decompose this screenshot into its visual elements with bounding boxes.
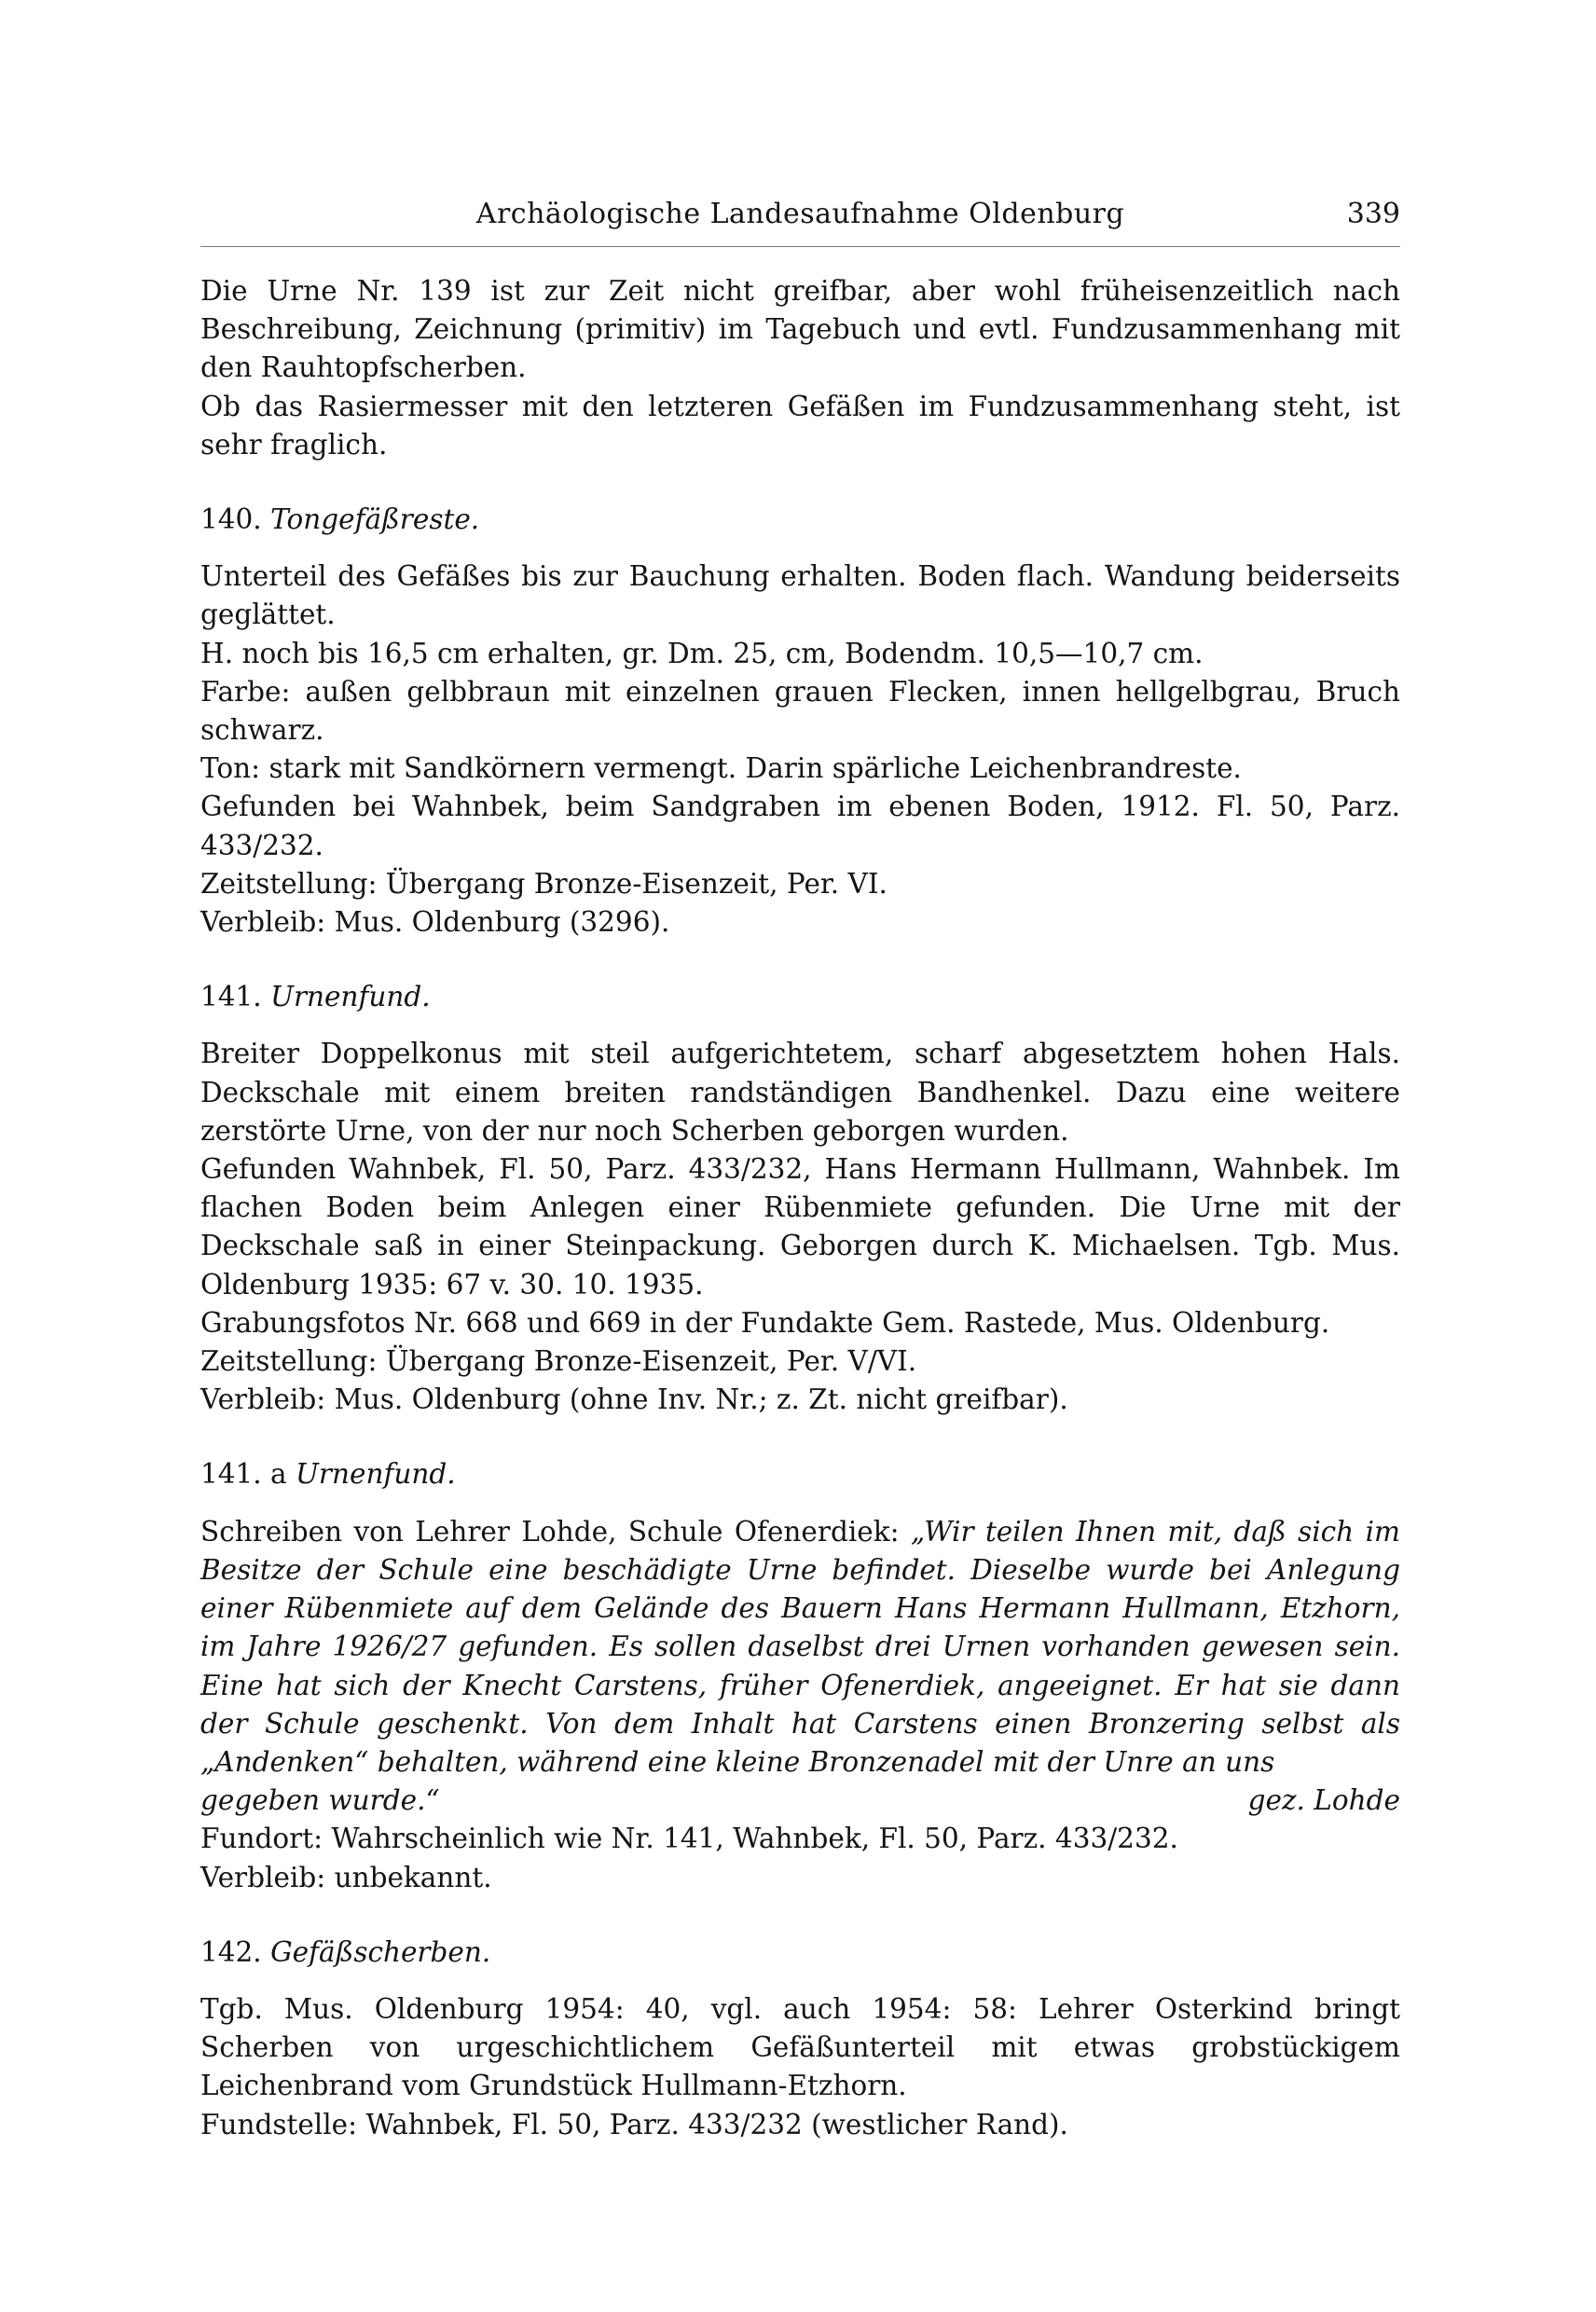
entry-number: 142. — [200, 1935, 262, 1968]
running-title: Archäologische Landesaufnahme Oldenburg — [475, 198, 1125, 230]
entry-line: Grabungsfotos Nr. 668 und 669 in der Fundakte Gem. Rastede, Mus. Oldenburg. — [200, 1306, 1330, 1339]
entry-line: H. noch bis 16,5 cm erhalten, gr. Dm. 25, cm, Bodendm. 10,5—10,7 cm. — [200, 637, 1204, 669]
entry-line: Verbleib: Mus. Oldenburg (3296). — [200, 906, 670, 939]
entry-heading-142 — [200, 1934, 1400, 1972]
entry-number: 141. a — [200, 1458, 287, 1491]
entry-title: Gefäßscherben. — [270, 1935, 491, 1968]
entry-line: Verbleib: unbekannt. — [200, 1861, 492, 1893]
entry-number: 141. — [200, 981, 262, 1013]
page-number: 339 — [1346, 198, 1400, 230]
letter-signature: gez. Lohde — [1247, 1784, 1400, 1817]
entry-line: Gefunden Wahnbek, Fl. 50, Parz. 433/232, Hans Hermann Hullmann, Wahnbek. Im flachen Boden beim Anlegen einer Rübenmiete gefunden. Die Urne mit der Deckschale saß in einer Steinpackung. Geborgen durch K. Michaelsen. Tgb. Mus. Oldenburg 1935: 67 v. 30. 10. 1935. — [200, 1153, 1400, 1300]
entry-title: Tongefäßreste. — [270, 503, 480, 536]
entry-line: Verbleib: Mus. Oldenburg (ohne Inv. Nr.; z. Zt. nicht greifbar). — [200, 1383, 1068, 1416]
entry-line: Ton: stark mit Sandkörnern vermengt. Darin spärliche Leichenbrandreste. — [200, 752, 1242, 785]
entry-line: Fundort: Wahrscheinlich wie Nr. 141, Wahnbek, Fl. 50, Parz. 433/232. — [200, 1823, 1178, 1855]
letter-quote: „Wir teilen Ihnen mit, daß sich im Besitze der Schule eine beschädigte Urne befindet. Dieselbe wurde bei Anlegung einer Rübenmiete auf dem Gelände des Bauern Hans Hermann Hullmann, Etzhorn, im Jahre 1926/27 gefunden. Es sollen daselbst drei Urnen vorhanden gewesen sein. Eine hat sich der Knecht Carstens, früher Ofenerdiek, angeeignet. Er hat sie dann der Schule geschenkt. Von dem Inhalt hat Carstens einen Bronzering selbst als „Andenken“ behalten, während eine kleine Bronzenadel mit der Unre an uns — [200, 1515, 1400, 1778]
entry-line: Fundstelle: Wahnbek, Fl. 50, Parz. 433/232 (westlicher Rand). — [200, 2108, 1068, 2140]
letter-quote-end: gegeben wurde.“ — [200, 1784, 440, 1817]
entry-line: Tgb. Mus. Oldenburg 1954: 40, vgl. auch 1954: 58: Lehrer Osterkind bringt Scherben von urgeschichtlichem Gefäßunterteil mit etwas grobstückigem Leichenbrand vom Grundstück Hullmann-Etzhorn. — [200, 1992, 1400, 2102]
entry-title: Urnenfund. — [296, 1458, 456, 1491]
letter-signature-line — [200, 1782, 1400, 1820]
entry-heading-141 — [200, 978, 1400, 1016]
letter-intro: Schreiben von Lehrer Lohde, Schule Ofenerdiek: — [200, 1515, 900, 1548]
entry-line: Unterteil des Gefäßes bis zur Bauchung erhalten. Boden flach. Wandung beiderseits geglättet. — [200, 560, 1400, 631]
entry-heading-140 — [200, 501, 1400, 539]
entry-title: Urnenfund. — [270, 981, 431, 1013]
entry-line: Farbe: außen gelbbraun mit einzelnen grauen Flecken, innen hellgelbgrau, Bruch schwarz. — [200, 675, 1400, 747]
page-body — [200, 272, 1400, 2144]
entry-line: Gefunden bei Wahnbek, beim Sandgraben im ebenen Boden, 1912. Fl. 50, Parz. 433/232. — [200, 791, 1400, 861]
entry-heading-141a — [200, 1455, 1400, 1493]
letter-paragraph — [200, 1513, 1400, 1782]
header-rule — [200, 246, 1400, 247]
entry-line: Zeitstellung: Übergang Bronze-Eisenzeit, Per. V/VI. — [200, 1345, 917, 1378]
intro-paragraph: Die Urne Nr. 139 ist zur Zeit nicht greifbar, aber wohl früheisenzeitlich nach Beschreibung, Zeichnung (primitiv) im Tagebuch und evtl. Fundzusammenhang mit den Rauhtopfscherben. — [200, 275, 1400, 384]
intro-paragraph: Ob das Rasiermesser mit den letzteren Gefäßen im Fundzusammenhang steht, ist sehr fraglich. — [200, 390, 1400, 461]
page-header — [200, 190, 1400, 246]
entry-number: 140. — [200, 503, 262, 536]
entry-line: Breiter Doppelkonus mit steil aufgerichtetem, scharf abgesetztem hohen Hals. Deckschale mit einem breiten randständigen Bandhenkel. Dazu eine weitere zerstörte Urne, von der nur noch Scherben geborgen wurden. — [200, 1038, 1400, 1147]
entry-line: Zeitstellung: Übergang Bronze-Eisenzeit, Per. VI. — [200, 867, 887, 900]
